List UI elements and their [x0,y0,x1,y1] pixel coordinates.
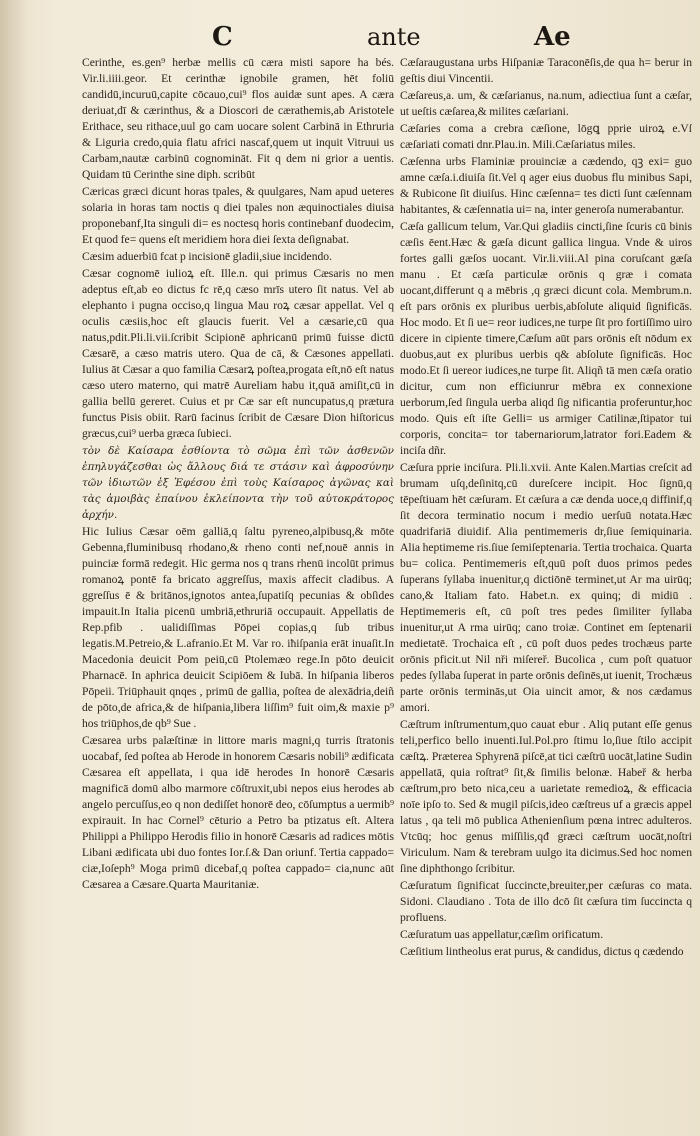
entry-caestrum: Cæſtrum inſtrumentum,quo cauat ebur . Aliq putant eſſe genus teli,perfico bello inuenti.Iul.Pol.pro ſtimu lo,ſiue ſtilo accipit cæſtꝝ. Præterea Sphyrenā piſcē,at tici cæſtrū uocāt,latine Sudin appellatā, quia roſtrat⁹ ſit,& ſimilis belonæ. Habeř & herba cæſtrum,pro beto nica,ceu a uarietate remedioꝝ, & efficacia noīe ipſo to. Sed & mugil piſcis,ideo cæſtreus uf a græcis appel latus , qa teli mō publica Athenienſium pœna intrec adulteros. Vtcūq; hoc genus miſſilis,qđ græci cæſtrum uocāt,noſtri Viriculum. Nam & terebram uulgo ita dicimus.Sed hoc nomen ſine diphthongo ſcribitur. [400,718,692,875]
entry-caesitium: Cæſitium lintheolus erat purus, & candidus, dictus q cædendo [400,945,684,958]
header-keyword: ante [367,23,421,51]
entry-caesarea: Cæsarea urbs palæſtinæ in littore maris magni,q turris ſtratonis uocabaf, ſed poſtea ab Herode in honorem Cæsaris nobili⁹ ædificata Cæsarea eſt appellata, i qua idē herodes In honorē Cæsaris magnificā domū albo marmore cōſtruxit,ubi nepos eius herodes ab angelo percuſſus,eo q non dediſſet honorē deo, cōſumptus a uermib⁹ expirauit. In hac Cornel⁹ cēturio a Petro ba ptizatus eſt. Altera Philippi a Philippo Herodis filio in honorē Cæsaris ad radices mōtis Libani ædificata ubi duo fontes Ior.ſ.& Dan oriunf. Tertia cappado= ciæ,Ioſeph⁹ Moga primū dicebaf,q poſtea cappado= cia,nunc aūt Cæsarea a Cæsare.Quarta Mauritaniæ. [82,734,394,891]
entry-caesar: Cæsar cognomē iulioꝝ eſt. Ille.n. qui primus Cæsaris no men adeptus eſt,ab eo dictus fc rē,q cæso mrīs utero ſit natus. Vel ab elephanto i pugna occiso,q lingua Mau roꝝ cæsar appellat. Vel q oculis cæsiis,hoc eſt glaucis fuerit. Vel a cæsarie,cū qua natus,pdit.Pli.li.vii.ſcribit Scipionē aphricanū primū fuisse dictū Cæsarē, a cæso matris utero. Qua de cā, & Cæsones appellati. Iulius āt Cæsar a quo familia Cæsarꝝ poſtea,progata eſt,nō eſt natus cæso utero materno, qui matrē Aureliam habu it,quā amiſit,cū in gallia bellū gereret. Cuius et pr Cæ sar eſt nuncupatus,q prætura functus Pisis obiit. Rarū facinus ſcribit de Cæsare Dion hiſtoricus græcus,cui⁹ uerba græca ſubieci. [82,267,394,440]
entry-cerinthe: Cerinthe, es.gen⁹ herbæ mellis cū cæra misti sapore ha bés. Vir.li.iiii.geor. Et cerinthæ ignobile gramen, hēt foliū candidū,incuruū,capite cōcauo,cui⁹ flos auidæ sunt apes. A cæra deriuat,dī & cærinthus, & a Dioscori de cærathemis,ab Aristotele Erithace, seu rithace,uul go cam uocare solent Carbinā in Ethruria & Liguria credo,quia flatu africi nascaf,quem ut inquit Vitruui us Carbam,nautæ carbinū cognomināt. Fit q dem ni grior a uentis. Quidam tū Cerinthe sine diph. scribūt [82,56,394,181]
entry-caesar-continued: Hic Iulius Cæsar oēm galliā,q ſaltu pyreneo,alpibusq,& mōte Gebenna,fluminibusq rhodano,& rheno conti nef,nouē annis in puinciæ formā redegit. Hic germa nos q trans rhenū incolūt primus romanoꝝ pontē fa bricato aggreſſus, maxis affecit cladibus. A ggreſſus ē & britānos,ignotos antea,ſupatiſq pecunias & obſides impauit.In Italia picenū umbriā,ethruriā occupauit. Appellatis de Rep.pfib . ualidiſſimas Pōpei copias,q ſub tribus legatis.M.Petreio,& L.afranio.Et M. Var ro. iħiſpania erāt inuaſit.In Macedonia deuicit Pom peiū,cū Ptolemæo rege.In pōto deuicit Pharnacē. In aphrica deuicit Scipiōem & Iubā. In hiſpania liberos Pōpeii. Triūphauit qnqes , primū de gallia, poſtea de alexādria,deiñ de pōto,de africa,& de hiſpania,libera liſſim⁹ fuit oim,& maxie p⁹ hos triūphos,de qb⁹ Sue . [82,525,394,730]
entry-caesim: Cæsim aduerbiū fcat p incisionē gladii,siue incidendo. [82,250,332,263]
entry-caericas: Cæricas græci dicunt horas tpales, & quulgares, Nam apud ueteres solaria in horas tam noctis q diei tpales non æquinoctiales diuisa proponebanf,Ita singuli di= es noctesq horis continebanf duodecim, Et quod fe= quens eſt meridiem hora diei ſexta deſignabat. [82,185,394,246]
entry-caesaraugustana: Cæſaraugustana urbs Hiſpaniæ Taraconēſis,de qua h= berur in geſtis diui Vincentii. [400,56,692,85]
header-right-letters: Ae [534,22,571,52]
greek-quotation: τὸν δὲ Καίσαρα ἐσθίοντα τὸ σῶμα ἐπὶ τῶν ἀσθενῶν ἐπηλυγάζεσθαι ὡς ἄλλους διά τε στάσιν καὶ ἀφροσύνην τῶν ἰδιωτῶν ἐξ Ἐφέσου ἐπὶ τοὺς Καίσαρος ἀγῶνας καὶ τὰς ἀμοιβὰς ἐπαίνου ἐκλείποντα τὴν τοῦ αὐτοκράτορος ἀρχήν. [82,445,394,521]
entry-caesuratum: Cæſuratum ſignificat ſuccincte,breuiter,per cæſuras co mata. Sidoni. Claudiano . Tota de illo dcō ſit cæſura tim ſuccincta q profluens. [400,879,692,924]
header-left-letter: C [212,22,233,52]
right-column [400,55,692,1095]
left-column [82,55,394,1095]
entry-caesa: Cæſa gallicum telum, Var.Qui gladiis cincti,ſine ſcuris cū binis cæſis ēent.Hæc & gæſa dicunt gallica lingua. Vnde & uiros fortes galli gæſos uocant. Vir.li.viii.Al pina coruſcant gæſa manu . Et cæſa particulæ orōnis q græ i comata uocant,differunt q a mēbris ,q græci dicunt cola. Membrum.n. eſt pars orōnis ex pluribus uerbis,abſolute aliquid ſignificās. Hoc modo. Et ſi ue= reor iudices,ne turpe ſit pro fortiſſimo uiro dicere in cipiente timere,Cæſum aūt pars orōnis eſt nōdum ex duobus,aut ex pluribus uerbis q& abſolute ſignificās. Hoc modo.Et ſi uereor iudices,ne turpe ſit. Aliqñ tā men cæſa oratio dicitur, cum non efficiunrur mēbra ex connexione uerborum,ſed ſingula uerba aliqd ſig nificantia proferuntur,hoc modo. Quis eſt iſte Gelli= us armiger Catilinæ,ſtipator tui corporis, concita= tor tabernariorum,latrator fori.Eadem & inciſa dñr. [400,220,692,457]
entry-caesareus: Cæſareus,a. um, & cæſarianus, na.num, adiectiua ſunt a cæſar, ut ueſtis cæſarea,& milites cæſariani. [400,89,692,118]
entry-caesaries: Cæſaries coma a crebra cæſione, lōgꝗ pprie uiroꝝ e.Vſ cæſariati comati dnr.Plau.in. Mili.Cæſariatus miles. [400,122,692,151]
entry-caesuratum-uas: Cæſuratum uas appellatur,cæſim orificatum. [400,928,604,941]
entry-caesenna: Cæſenna urbs Flaminiæ prouinciæ a cædendo, qꝫ exi= guo amne cæſa.i.diuiſa ſit.Vel q ager eius duobus flu minibus Sapi, & Rubicone ſit diuiſus. Hinc cæſenna= tes dicti ſunt cæſennam habitantes, & cæſennatia ui= na, inter generoſa numerabantur. [400,155,692,216]
entry-caesura: Cæſura pprie inciſura. Pli.li.xvii. Ante Kalen.Martias creſcit ad brumam uſq,deſinitq,cū dureſcere incipit. Hoc ſignū,q tēpeſtiuam hēt cæſuram. Et cæſura a cæ denda uoce,q diffinif,q ſit decora terminatio nocum i medio uerſuū notata.Hæc quadrifariā diuidif. Alia pentimemeris dr,ſiue ſemiquinaria. Alia heptimeme ris.ſiue ſemiſeptenaria. Tertia trochaica. Quarta bu= colica. Pentimemeris eſt,quū poſt duos primos pedes ſuperans ſyllaba inuenitur,q dictiōnē terminet,ut Ar ma uirūq; cano,& Italiam fato. Habet.n. ex quinq; di midiū . Heptimemeris eſt, cū poſt tres pedes ſimiliter ſyllaba inuenitur,ut A rma uirūq; cano troiæ. Continet em ſeptenarii medietatē. Trochaica eſt , cū poſt duos pedes trochæus parte orōnis pficit.ut Nil nři miſereř. Bucolica , cum poſt quatuor pedes ſyllaba ſuperat in parte orōnis deſinēs,ut iuenit, Trochæus parte orōnis terminās,ut Oia uincit amor, & nos cædamus amori. [400,461,692,714]
running-header [0,20,700,56]
